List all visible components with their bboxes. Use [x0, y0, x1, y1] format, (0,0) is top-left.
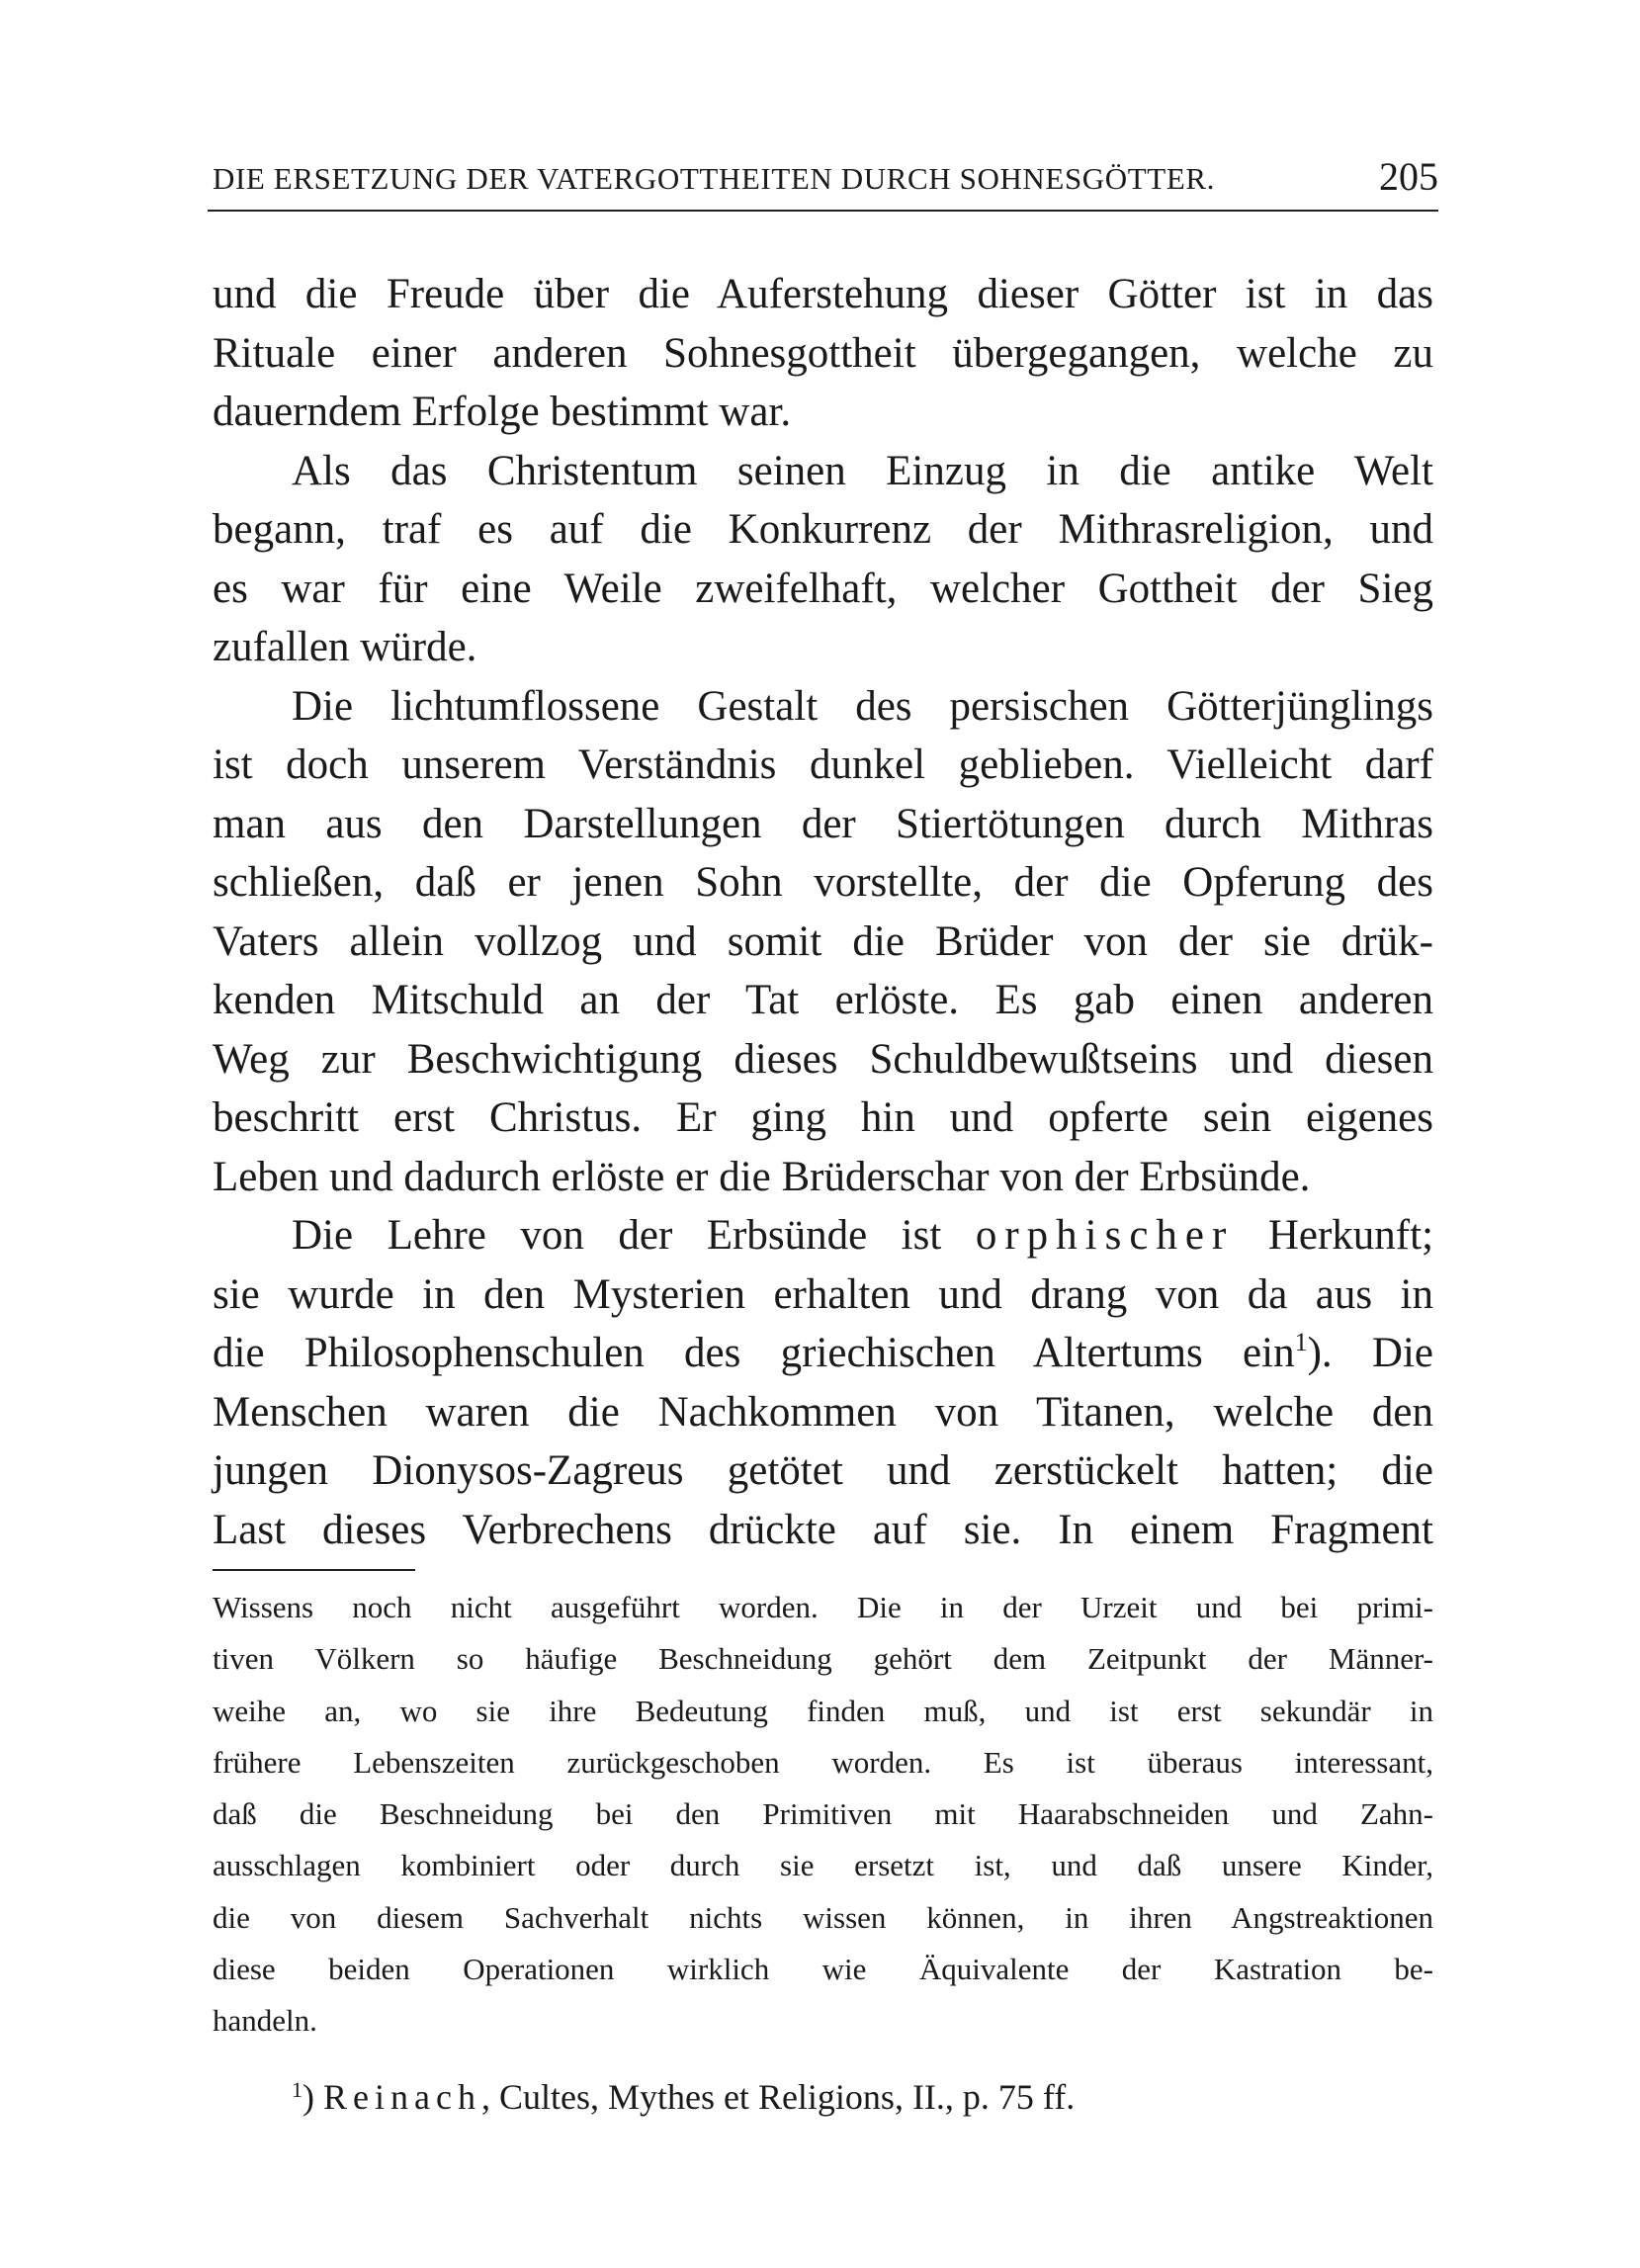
- text-segment: Die Lehre von der Erbsünde ist: [292, 1212, 942, 1259]
- footnote-line: daß die Beschneidung bei den Primitiven mit Haarabschneiden und Zahn-: [213, 1796, 1433, 1832]
- footnote-line: handeln.: [213, 2003, 317, 2039]
- footnote-line: tiven Völkern so häufige Beschneidung gehört dem Zeitpunkt der Männer-: [213, 1641, 1433, 1677]
- footnote-line: die von diesem Sachverhalt nichts wissen können, in ihren Angstreaktionen: [213, 1899, 1433, 1935]
- footnote-line: ausschlagen kombiniert oder durch sie ersetzt ist, und daß unsere Kinder,: [213, 1848, 1433, 1883]
- text-line: Last dieses Verbrechens drückte auf sie. In einem Fragment: [213, 1506, 1433, 1553]
- text-line: sie wurde in den Mysterien erhalten und drang von da aus in: [213, 1270, 1433, 1318]
- footnote-line: diese beiden Operationen wirklich wie Äquivalente der Kastration be-: [213, 1952, 1433, 1987]
- text-line: [213, 1324, 1433, 1383]
- text-line: begann, traf es auf die Konkurrenz der Mithrasreligion, und: [213, 506, 1433, 553]
- text-line: beschritt erst Christus. Er ging hin und opferte sein eigenes: [213, 1094, 1433, 1141]
- footnote-line: frühere Lebenszeiten zurückgeschoben worden. Es ist überaus interessant,: [213, 1744, 1433, 1780]
- text-line: Weg zur Beschwichtigung dieses Schuldbewußtseins und diesen: [213, 1035, 1433, 1083]
- footnote-line: Wissens noch nicht ausgeführt worden. Die in der Urzeit und bei primi-: [213, 1590, 1433, 1624]
- footnote-1: [292, 2076, 1075, 2118]
- text-line: dauerndem Erfolge bestimmt war.: [213, 389, 792, 435]
- text-line: es war für eine Weile zweifelhaft, welcher Gottheit der Sieg: [213, 565, 1433, 612]
- footnote-marker: 1: [1294, 1328, 1308, 1356]
- page-number: 205: [1379, 154, 1438, 199]
- text-line: und die Freude über die Auferstehung dieser Götter ist in das: [213, 271, 1433, 317]
- running-header: [213, 153, 1438, 213]
- running-header-title: DIE ERSETZUNG DER VATERGOTTHEITEN DURCH SOHNESGÖTTER.: [213, 161, 1216, 196]
- text-line: Rituale einer anderen Sohnesgottheit übergegangen, welche zu: [213, 329, 1433, 377]
- text-line: kenden Mitschuld an der Tat erlöste. Es gab einen anderen: [213, 977, 1433, 1023]
- footnote-continuation: [213, 1582, 1433, 2048]
- text-line: zufallen würde.: [213, 624, 477, 670]
- text-line: Die lichtumflossene Gestalt des persischen Götterjünglings: [292, 682, 1433, 730]
- main-text: [213, 265, 1433, 1559]
- text-line: Menschen waren die Nachkommen von Titanen, welche den: [213, 1388, 1433, 1436]
- text-line: jungen Dionysos-Zagreus getötet und zerstückelt hatten; die: [213, 1447, 1433, 1494]
- footnote-1-marker: 1: [292, 2077, 302, 2102]
- text-line: schließen, daß er jenen Sohn vorstellte, der die Opferung des: [213, 859, 1433, 906]
- text-line: Als das Christentum seinen Einzug in die antike Welt: [292, 447, 1433, 494]
- text-line: man aus den Darstellungen der Stiertötungen durch Mithras: [213, 800, 1433, 847]
- text-segment: ). Die: [1307, 1330, 1433, 1376]
- header-rule: [208, 210, 1438, 212]
- footnote-1-author: Reinach: [323, 2077, 481, 2117]
- footnote-line: weihe an, wo sie ihre Bedeutung finden muß, und ist erst sekundär in: [213, 1693, 1433, 1728]
- footnote-1-text: , Cultes, Mythes et Religions, II., p. 75 ff.: [480, 2077, 1076, 2117]
- emphasis-spaced: orphischer: [975, 1212, 1235, 1259]
- footnote-1-paren: ): [302, 2077, 314, 2117]
- text-line: [213, 1206, 1433, 1265]
- footnote-rule: [213, 1569, 415, 1571]
- text-line: ist doch unserem Verständnis dunkel geblieben. Vielleicht darf: [213, 741, 1433, 788]
- text-segment: Herkunft;: [1267, 1212, 1434, 1259]
- text-line: Leben und dadurch erlöste er die Brüderschar von der Erbsünde.: [213, 1153, 1311, 1200]
- text-line: Vaters allein vollzog und somit die Brüder von der sie drük-: [213, 917, 1433, 965]
- text-segment: die Philosophenschulen des griechischen Altertums ein: [213, 1330, 1295, 1376]
